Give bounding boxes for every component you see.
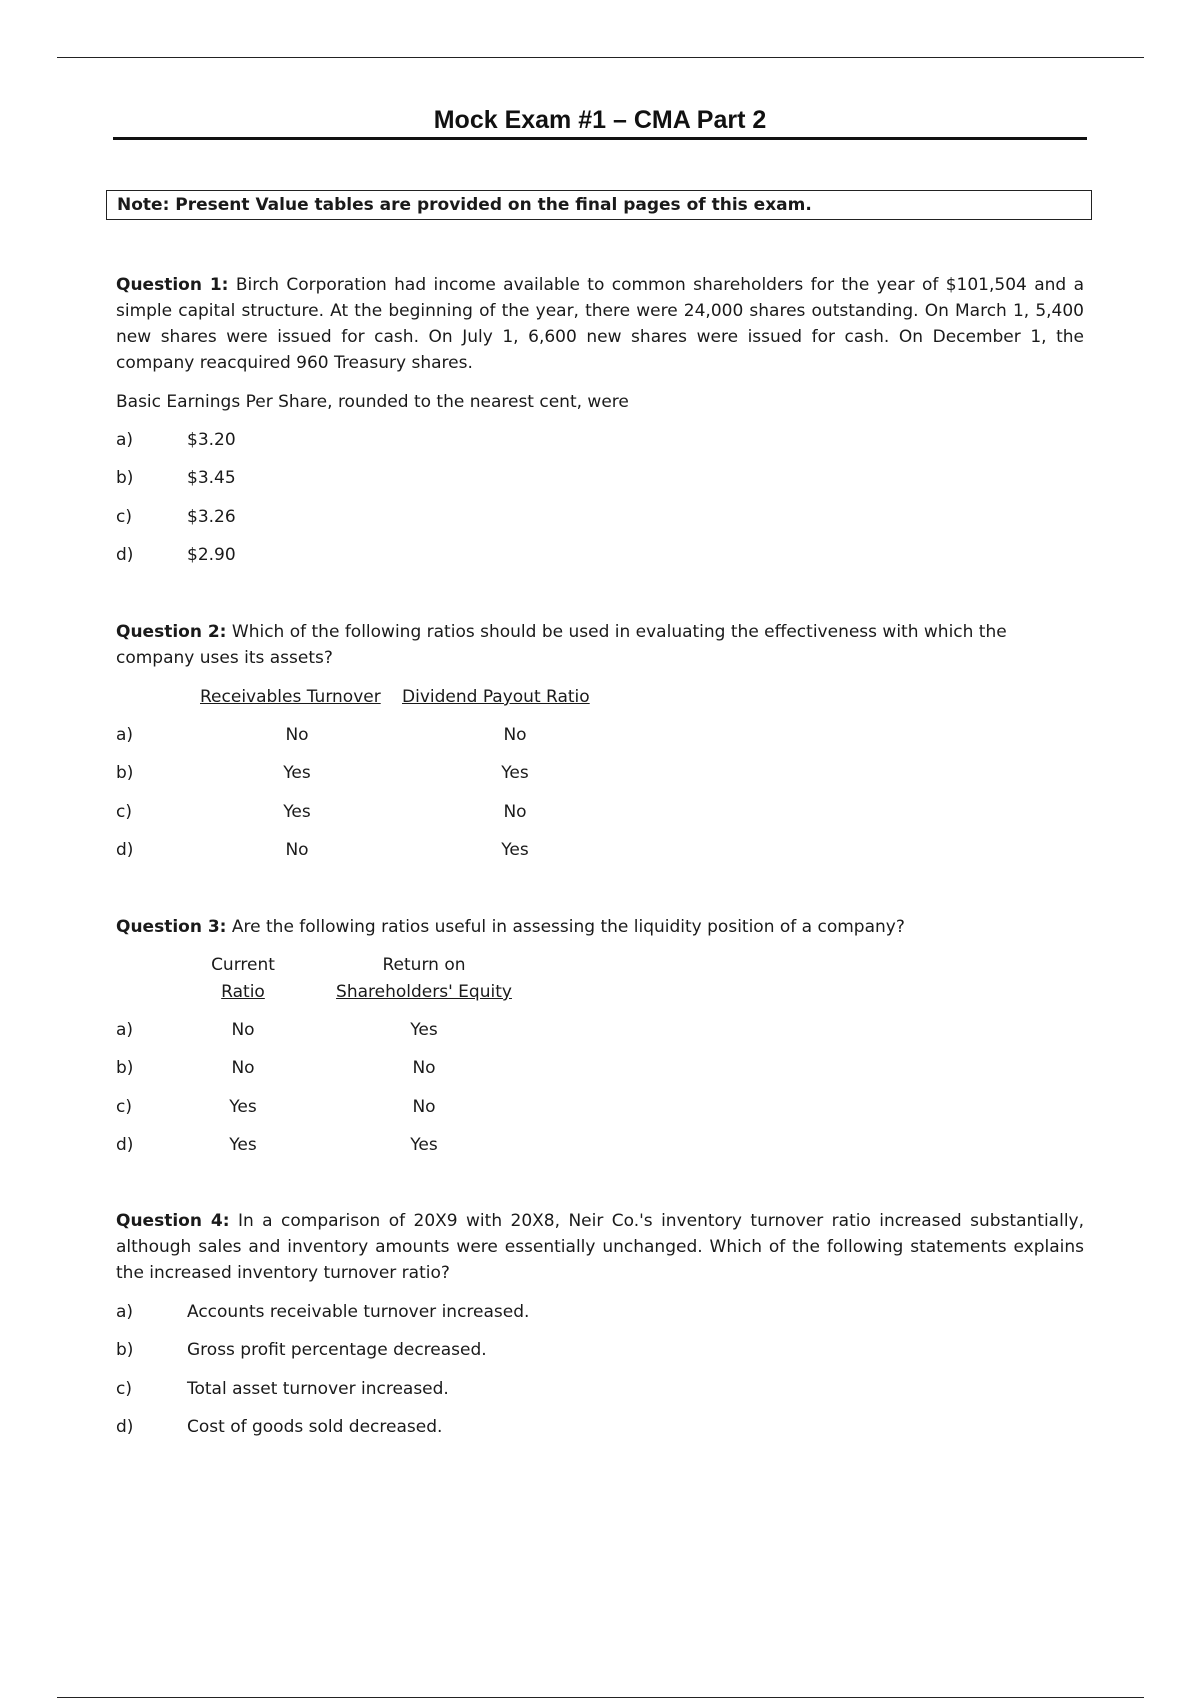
option-letter: a) <box>116 1302 134 1322</box>
option-letter: b) <box>116 468 134 488</box>
q2-b-col1: Yes <box>283 763 311 783</box>
q2-b-col2: Yes <box>501 763 529 783</box>
q3-b-col1: No <box>231 1058 255 1078</box>
q2-option-a[interactable] <box>116 724 133 746</box>
q3-option-b[interactable] <box>116 1057 133 1079</box>
q3-col2-line2: Shareholders' Equity <box>336 982 512 1002</box>
option-text: $3.20 <box>187 430 236 450</box>
title-block <box>113 104 1087 140</box>
option-letter: c) <box>116 802 132 822</box>
bottom-rule <box>57 1697 1144 1698</box>
question-1-label: Question 1: <box>116 275 229 295</box>
top-rule <box>57 57 1144 58</box>
q3-a-col2: Yes <box>410 1020 438 1040</box>
q2-a-col1: No <box>285 725 309 745</box>
q3-col1-line2: Ratio <box>221 982 265 1002</box>
q3-d-col2: Yes <box>410 1135 438 1155</box>
q3-d-col1: Yes <box>229 1135 257 1155</box>
question-2 <box>116 619 1084 671</box>
option-text: $3.26 <box>187 507 236 527</box>
question-3-label: Question 3: <box>116 917 227 937</box>
option-text: Gross profit percentage decreased. <box>187 1340 487 1360</box>
option-text: Cost of goods sold decreased. <box>187 1417 443 1437</box>
q3-option-a[interactable] <box>116 1019 133 1041</box>
option-text: Total asset turnover increased. <box>187 1379 449 1399</box>
q3-b-col2: No <box>412 1058 436 1078</box>
page-title: Mock Exam #1 – CMA Part 2 <box>433 106 767 134</box>
option-letter: a) <box>116 725 134 745</box>
option-letter: c) <box>116 1379 132 1399</box>
question-2-label: Question 2: <box>116 622 227 642</box>
option-letter: d) <box>116 545 134 565</box>
q4-option-a[interactable] <box>116 1301 529 1323</box>
option-letter: b) <box>116 1058 134 1078</box>
q2-d-col2: Yes <box>501 840 529 860</box>
option-letter: d) <box>116 1417 134 1437</box>
question-4 <box>116 1208 1084 1286</box>
q2-col-header-2: Dividend Payout Ratio <box>402 687 590 707</box>
option-letter: c) <box>116 1097 132 1117</box>
question-4-label: Question 4: <box>116 1211 230 1231</box>
q1-option-c[interactable] <box>116 506 236 528</box>
q2-option-d[interactable] <box>116 839 133 861</box>
option-letter: a) <box>116 1020 134 1040</box>
question-1-text: Birch Corporation had income available to common shareholders for the year of $101,504 and a simple capital structure. At the beginning of the year, there were 24,000 shares outstanding. On March 1, 5,400 new shares were issued for cash. On July 1, 6,600 new shares were issued for cash. On December 1, the company reacquired 960 Treasury shares. <box>116 275 1085 373</box>
question-3 <box>116 914 1084 940</box>
q2-d-col1: No <box>285 840 309 860</box>
q2-a-col2: No <box>503 725 527 745</box>
q3-col1-line1: Current <box>211 955 275 975</box>
q2-c-col1: Yes <box>283 802 311 822</box>
q4-option-c[interactable] <box>116 1378 449 1400</box>
option-letter: d) <box>116 1135 134 1155</box>
q2-c-col2: No <box>503 802 527 822</box>
q1-option-d[interactable] <box>116 544 236 566</box>
q1-option-b[interactable] <box>116 467 236 489</box>
q2-option-b[interactable] <box>116 762 133 784</box>
q2-option-c[interactable] <box>116 801 132 823</box>
option-letter: b) <box>116 763 134 783</box>
option-letter: c) <box>116 507 132 527</box>
q3-c-col1: Yes <box>229 1097 257 1117</box>
option-letter: b) <box>116 1340 134 1360</box>
q1-option-a[interactable] <box>116 429 236 451</box>
question-1-prompt: Basic Earnings Per Share, rounded to the nearest cent, were <box>116 392 629 412</box>
q2-col-header-1: Receivables Turnover <box>200 687 381 707</box>
question-1 <box>116 272 1084 376</box>
q3-col2-line1: Return on <box>382 955 466 975</box>
q3-option-d[interactable] <box>116 1134 133 1156</box>
question-3-text: Are the following ratios useful in assessing the liquidity position of a company? <box>231 917 905 937</box>
q4-option-b[interactable] <box>116 1339 487 1361</box>
option-text: Accounts receivable turnover increased. <box>187 1302 530 1322</box>
question-2-text: Which of the following ratios should be used in evaluating the effectiveness with which the company uses its assets? <box>116 622 1007 668</box>
question-4-text: In a comparison of 20X9 with 20X8, Neir Co.'s inventory turnover ratio increased substantially, although sales and inventory amounts were essentially unchanged. Which of the following statements explains the increased inventory turnover ratio? <box>116 1211 1085 1283</box>
option-text: $3.45 <box>187 468 236 488</box>
q3-a-col1: No <box>231 1020 255 1040</box>
q4-option-d[interactable] <box>116 1416 442 1438</box>
option-letter: d) <box>116 840 134 860</box>
option-text: $2.90 <box>187 545 236 565</box>
option-letter: a) <box>116 430 134 450</box>
note-box: Note: Present Value tables are provided on the final pages of this exam. <box>106 190 1092 220</box>
q3-option-c[interactable] <box>116 1096 132 1118</box>
q3-c-col2: No <box>412 1097 436 1117</box>
